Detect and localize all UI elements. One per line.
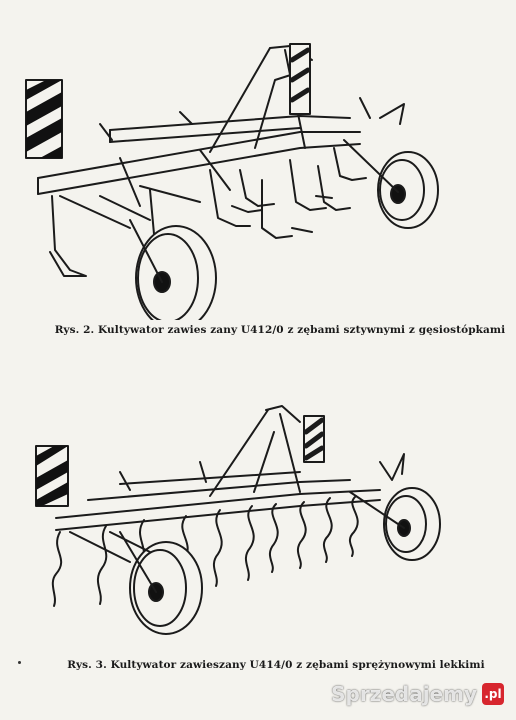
- figure-cultivator-u414: [0, 392, 516, 654]
- watermark-text: Sprzedajemy: [331, 682, 477, 706]
- warning-sign-left: [26, 80, 62, 158]
- sprzedajemy-watermark: [331, 682, 504, 706]
- figure-caption-3: Rys. 3. Kultywator zawieszany U414/0 z zębami sprężynowymi lekkimi: [67, 659, 485, 671]
- watermark-logo: .pl: [482, 683, 504, 705]
- figure-caption-2: Rys. 2. Kultywator zawies zany U412/0 z zębami sztywnymi z gęsiostópkami: [54, 324, 506, 336]
- cultivator-u412-illustration: [0, 20, 516, 320]
- warning-sign-left-2: [36, 446, 68, 506]
- figure-cultivator-u412: [0, 20, 516, 320]
- cultivator-u414-illustration: [0, 392, 516, 654]
- scan-speck: [18, 661, 21, 664]
